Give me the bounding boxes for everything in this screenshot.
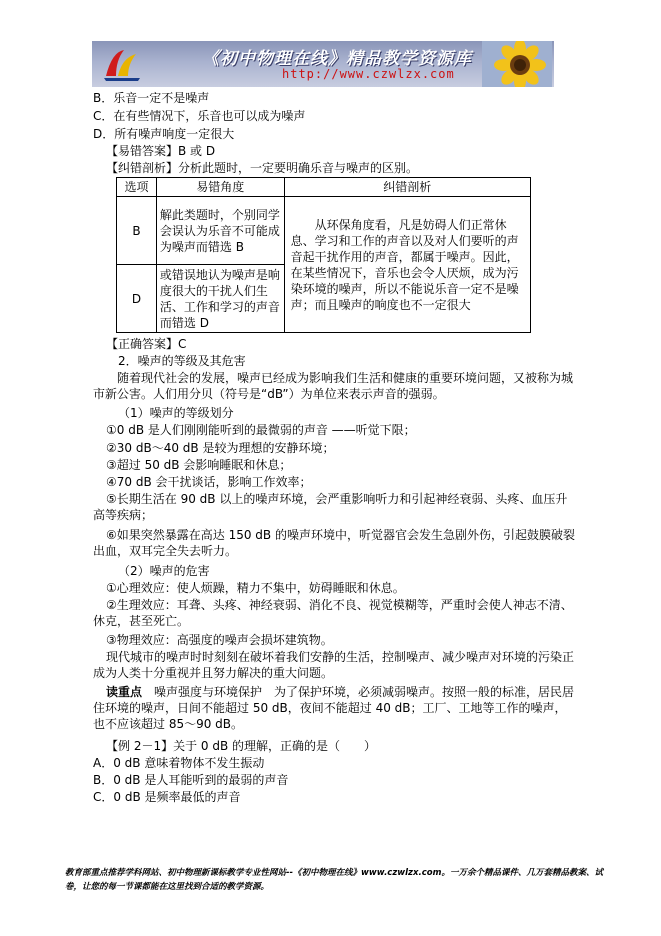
table-header-angle: 易错角度 <box>156 178 284 197</box>
option-d: D．所有噪声响度一定很大 <box>93 127 235 141</box>
page-footer: 教育部重点推荐学科网站、初中物理新课标教学专业性网站--《初中物理在线》www.czwlzx.com。一万余个精品课件、几万套精品教案、试卷，让您的每一节课都能在这里找到合适的教学资源。 <box>65 868 603 892</box>
table-analysis-cell: 从环保角度看，凡是妨碍人们正常休息、学习和工作的声音以及对人们要听的声音起干扰作用的声音，都属于噪声。因此，在某些情况下，音乐也会令人厌烦，成为污染环境的噪声，所以不能说乐音一定不是噪声；而且噪声的响度也不一定很大 <box>284 197 530 333</box>
section-heading: 2．噪声的等级及其危害 <box>118 354 246 368</box>
correct-answer: 【正确答案】C <box>106 337 187 351</box>
option-b: B．乐音一定不是噪声 <box>93 91 210 105</box>
table-row-option-b: B <box>117 197 157 265</box>
example-option-a: A．0 dB 意味着物体不发生振动 <box>93 756 265 770</box>
table-row-angle-d: 或错误地认为噪声是响度很大的干扰人们生活、工作和学习的声音而错选 D <box>156 265 284 333</box>
level-item: ③超过 50 dB 会影响睡眠和休息； <box>106 458 292 472</box>
table-row-angle-b: 解此类题时，个别同学会误认为乐音不可能成为噪声而错选 B <box>156 197 284 265</box>
key-point-paragraph <box>93 684 578 732</box>
table-row-option-d: D <box>117 265 157 333</box>
key-point-label: 读重点 <box>106 685 143 699</box>
table-header-analysis: 纠错剖析 <box>284 178 530 197</box>
level-item: ⑤长期生活在 90 dB 以上的噪声环境，会严重影响听力和引起神经衰弱、头疼、血压升高等疾病； <box>93 492 568 522</box>
harm-item: ③物理效应：高强度的噪声会损坏建筑物。 <box>106 633 333 647</box>
conclusion-paragraph: 现代城市的噪声时时刻刻在破坏着我们安静的生活，控制噪声、减少噪声对环境的污染正成为人类十分重视并且努力解决的重大问题。 <box>93 650 575 680</box>
site-logo-icon <box>102 46 142 82</box>
option-c: C．在有些情况下，乐音也可以成为噪声 <box>93 109 306 123</box>
banner-url[interactable]: http://www.czwlzx.com <box>282 67 455 81</box>
level-item: ①0 dB 是人们刚刚能听到的最微弱的声音 ——听觉下限； <box>106 423 416 437</box>
harm-item: ②生理效应：耳聋、头疼、神经衰弱、消化不良、视觉模糊等，严重时会使人神志不清、休克，甚至死亡。 <box>93 598 573 628</box>
harm-item: ①心理效应：使人烦躁，精力不集中，妨碍睡眠和休息。 <box>106 581 405 595</box>
level-item: ⑥如果突然暴露在高达 150 dB 的噪声环境中，听觉器官会发生急剧外伤，引起鼓膜破裂出血，双耳完全失去听力。 <box>93 528 575 558</box>
wrong-answer: 【易错答案】B 或 D <box>106 144 216 158</box>
section-intro: 随着现代社会的发展，噪声已经成为影响我们生活和健康的重要环境问题，又被称为城市新公害。人们用分贝（符号是“dB”）为单位来表示声音的强弱。 <box>93 371 574 401</box>
analysis-intro: 【纠错剖析】分析此题时，一定要明确乐音与噪声的区别。 <box>106 161 419 175</box>
sunflower-icon <box>482 41 552 87</box>
level-item: ②30 dB～40 dB 是较为理想的安静环境； <box>106 441 335 455</box>
example-option-b: B．0 dB 是人耳能听到的最弱的声音 <box>93 773 289 787</box>
levels-heading: （1）噪声的等级划分 <box>118 406 234 420</box>
error-analysis-table <box>116 177 531 333</box>
banner-title: 《初中物理在线》精品教学资源库 <box>202 49 472 69</box>
example-option-c: C．0 dB 是频率最低的声音 <box>93 790 241 804</box>
harm-heading: （2）噪声的危害 <box>118 564 210 578</box>
level-item: ④70 dB 会干扰谈话，影响工作效率； <box>106 475 312 489</box>
site-banner[interactable] <box>92 41 554 87</box>
example-question: 【例 2－1】关于 0 dB 的理解，正确的是（ ） <box>106 739 377 753</box>
table-header-option: 选项 <box>117 178 157 197</box>
key-point-text: 噪声强度与环境保护 为了保护环境，必须减弱噪声。按照一般的标准，居民居住环境的噪声，日间不能超过 50 dB，夜间不能超过 40 dB；工厂、工地等工作的噪声，也不应该超过 85～90 dB。 <box>93 685 575 731</box>
